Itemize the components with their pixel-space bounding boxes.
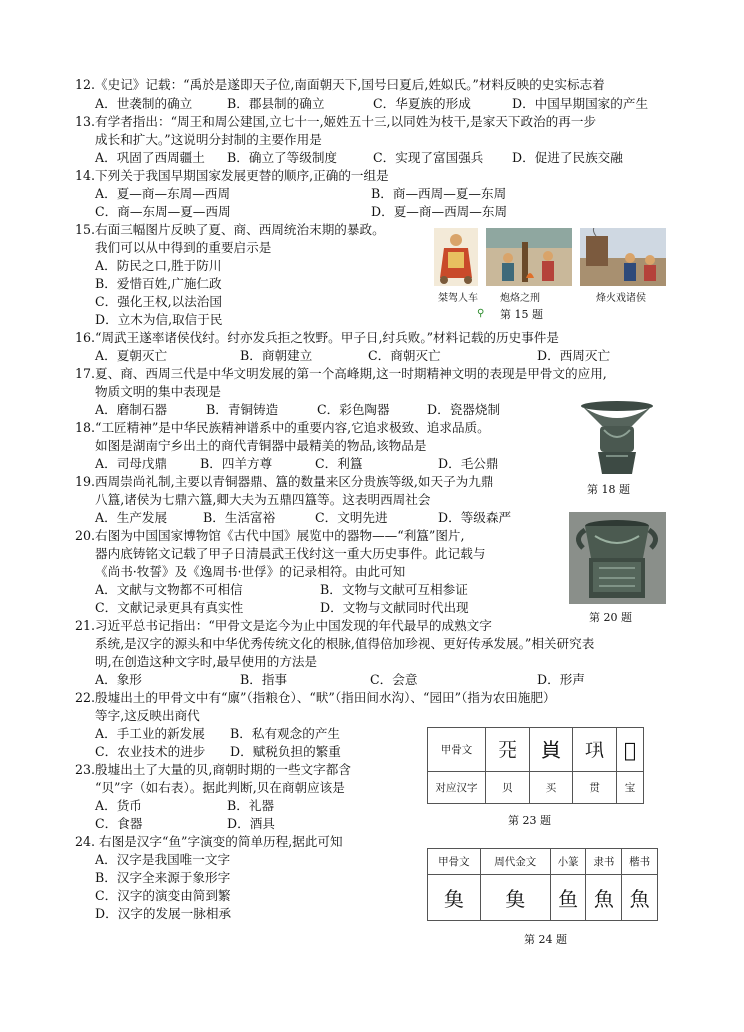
q15-option-c[interactable]: C．强化王权,以法治国 — [95, 294, 222, 309]
q14-option-b[interactable]: B．商—西周—夏—东周 — [371, 186, 507, 201]
q13-option-a[interactable]: A．巩固了西周疆土 — [95, 150, 205, 165]
q16-stem: 16.“周武王遂率诸侯伐纣。纣亦发兵拒之牧野。甲子日,纣兵败。”材料记载的历史事件是 — [75, 330, 559, 345]
q12-option-c[interactable]: C．华夏族的形成 — [373, 96, 471, 111]
q18-option-a[interactable]: A．司母戊鼎 — [95, 456, 168, 471]
q24-form-clerical: 魚 — [586, 875, 622, 921]
q23-char-3: 贯 — [573, 772, 617, 804]
q20-ligui-image — [569, 512, 666, 604]
q16-option-a[interactable]: A．夏朝灭亡 — [95, 348, 168, 363]
q23-oracle-3: 𢀜 — [573, 728, 617, 772]
q21-stem-line3: 明,在创造这种文字时,最早使用的方法是 — [95, 654, 318, 669]
q19-option-a[interactable]: A．生产发展 — [95, 510, 168, 525]
q17-option-c[interactable]: C．彩色陶器 — [317, 402, 390, 417]
q16-option-c[interactable]: C．商朝灭亡 — [368, 348, 441, 363]
q24-form-regular: 魚 — [622, 875, 658, 921]
q17-option-d[interactable]: D．瓷器烧制 — [427, 402, 501, 417]
q21-stem-line1: 21.习近平总书记指出：“甲骨文是迄今为止中国发现的年代最早的成熟文字 — [75, 618, 492, 633]
q23-option-b[interactable]: B．礼器 — [227, 798, 275, 813]
q15-image-label-3: 烽火戏诸侯 — [596, 293, 646, 304]
q23-table-header-modern: 对应汉字 — [428, 772, 486, 804]
q13-stem-line1: 13.有学者指出：“周王和周公建国,立七十一,姬姓五十三,以同姓为枝干,是家天下政治的再一步 — [75, 114, 597, 129]
q22-stem-line1: 22.殷墟出土的甲骨文中有“廪”（指粮仓）、“畎”（指田间水沟）、“园田”（指为农田施肥） — [75, 690, 556, 705]
q24-stem: 24. 右图是汉字“鱼”字演变的简单历程,据此可知 — [75, 834, 343, 849]
q15-image-paoluo — [486, 228, 572, 286]
q14-option-c[interactable]: C．商—东周—夏—西周 — [95, 204, 231, 219]
q24-header-regular: 楷书 — [622, 849, 658, 875]
q18-stem-line2: 如图是湖南宁乡出土的商代青铜器中最精美的物品,该物品是 — [95, 438, 427, 453]
q20-caption: 第 20 题 — [589, 611, 632, 624]
q16-option-d[interactable]: D．西周灭亡 — [537, 348, 611, 363]
q20-option-a[interactable]: A．文献与文物都不可相信 — [95, 582, 243, 597]
q19-stem-line1: 19.西周崇尚礼制,主要以青铜器鼎、簋的数量来区分贵族等级,如天子为九鼎 — [75, 474, 494, 489]
q17-stem-line2: 物质文明的集中表现是 — [95, 384, 221, 399]
q15-option-b[interactable]: B．爱惜百姓,广施仁政 — [95, 276, 222, 291]
q23-caption: 第 23 题 — [508, 814, 551, 827]
q19-option-c[interactable]: C．文明先进 — [315, 510, 388, 525]
q23-stem-line2: “贝”字（如右表）。据此判断,贝在商朝应该是 — [95, 780, 345, 795]
q23-option-a[interactable]: A．货币 — [95, 798, 142, 813]
q23-char-1: 贝 — [486, 772, 530, 804]
q24-header-bronze: 周代金文 — [480, 849, 550, 875]
q24-header-oracle: 甲骨文 — [428, 849, 481, 875]
pin-icon: ⚲ — [477, 308, 485, 319]
q18-caption: 第 18 题 — [587, 483, 630, 496]
q12-option-a[interactable]: A．世袭制的确立 — [95, 96, 193, 111]
q13-option-b[interactable]: B．确立了等级制度 — [227, 150, 338, 165]
q23-oracle-table — [427, 727, 644, 804]
q24-yu-evolution-table — [427, 848, 658, 921]
q24-form-oracle: 𩵋 — [428, 875, 481, 921]
q23-oracle-4: 𡧝 — [616, 728, 643, 772]
q23-char-2: 买 — [529, 772, 573, 804]
q23-option-c[interactable]: C．食器 — [95, 816, 143, 831]
q13-option-c[interactable]: C．实现了富国强兵 — [373, 150, 484, 165]
q19-stem-line2: 八簋,诸侯为七鼎六簋,卿大夫为五鼎四簋等。这表明西周社会 — [95, 492, 431, 507]
q15-stem-line1: 15.右面三幅图片反映了夏、商、西周统治末期的暴政。 — [75, 222, 385, 237]
q16-option-b[interactable]: B．商朝建立 — [240, 348, 313, 363]
q22-option-b[interactable]: B．私有观念的产生 — [230, 726, 341, 741]
q23-oracle-1: 𠀘 — [486, 728, 530, 772]
q22-option-a[interactable]: A．手工业的新发展 — [95, 726, 205, 741]
q17-stem-line1: 17.夏、商、西周三代是中华文明发展的第一个高峰期,这一时期精神文明的表现是甲骨文的应用, — [75, 366, 607, 381]
q24-option-b[interactable]: B．汉字全来源于象形字 — [95, 870, 231, 885]
q20-option-b[interactable]: B．文物与文献可互相参证 — [320, 582, 468, 597]
q21-option-a[interactable]: A．象形 — [95, 672, 142, 687]
q14-stem: 14.下列关于我国早期国家发展更替的顺序,正确的一组是 — [75, 168, 389, 183]
q21-stem-line2: 系统,是汉字的源头和中华优秀传统文化的根脉,值得倍加珍视、更好传承发展。”相关研究表 — [95, 636, 595, 651]
q12-option-d[interactable]: D．中国早期国家的产生 — [512, 96, 649, 111]
q15-caption: 第 15 题 — [500, 308, 543, 321]
q15-option-a[interactable]: A．防民之口,胜于防川 — [95, 258, 222, 273]
q24-header-clerical: 隶书 — [586, 849, 622, 875]
q15-image-jie — [434, 228, 478, 286]
q22-option-d[interactable]: D．赋税负担的繁重 — [230, 744, 341, 759]
q22-stem-line2: 等字,这反映出商代 — [95, 708, 200, 723]
q23-char-4: 宝 — [616, 772, 643, 804]
q15-stem-line2: 我们可以从中得到的重要启示是 — [95, 240, 272, 255]
q24-form-bronze: 𩵋 — [480, 875, 550, 921]
q23-oracle-2: 𧴪 — [529, 728, 573, 772]
q18-option-c[interactable]: C．利簋 — [315, 456, 363, 471]
q24-option-a[interactable]: A．汉字是我国唯一文字 — [95, 852, 231, 867]
q18-option-b[interactable]: B．四羊方尊 — [200, 456, 273, 471]
q15-image-label-1: 桀驾人车 — [438, 293, 478, 304]
q23-stem-line1: 23.殷墟出土了大量的贝,商朝时期的一些文字都含 — [75, 762, 351, 777]
q18-option-d[interactable]: D．毛公鼎 — [438, 456, 499, 471]
q15-option-d[interactable]: D．立木为信,取信于民 — [95, 312, 223, 327]
q13-stem-line2: 成长和扩大。”这说明分封制的主要作用是 — [95, 132, 322, 147]
q17-option-b[interactable]: B．青铜铸造 — [206, 402, 279, 417]
q23-option-d[interactable]: D．酒具 — [227, 816, 275, 831]
q24-header-small-seal: 小篆 — [550, 849, 586, 875]
q13-option-d[interactable]: D．促进了民族交融 — [512, 150, 623, 165]
q24-caption: 第 24 题 — [524, 933, 567, 946]
q14-option-d[interactable]: D．夏—商—西周—东周 — [371, 204, 508, 219]
q21-option-d[interactable]: D．形声 — [537, 672, 585, 687]
q21-option-c[interactable]: C．会意 — [370, 672, 418, 687]
q21-option-b[interactable]: B．指事 — [240, 672, 288, 687]
q24-form-small-seal: 鱼 — [550, 875, 586, 921]
q12-stem: 12.《史记》记载：“禹於是遂即天子位,南面朝天下,国号曰夏后,姓姒氏。”材料反映的史实标志着 — [75, 77, 605, 92]
q23-table-header-oracle: 甲骨文 — [428, 728, 486, 772]
q15-image-label-2: 炮烙之刑 — [500, 293, 540, 304]
q17-option-a[interactable]: A．磨制石器 — [95, 402, 168, 417]
q18-stem-line1: 18.“工匠精神”是中华民族精神谱系中的重要内容,它追求极致、追求品质。 — [75, 420, 490, 435]
q20-option-d[interactable]: D．文物与文献同时代出现 — [320, 600, 469, 615]
q18-bronze-zun-image — [576, 400, 658, 476]
q19-option-d[interactable]: D．等级森严 — [438, 510, 512, 525]
q20-option-c[interactable]: C．文献记录更具有真实性 — [95, 600, 244, 615]
q24-option-d[interactable]: D．汉字的发展一脉相承 — [95, 906, 232, 921]
q19-option-b[interactable]: B．生活富裕 — [203, 510, 276, 525]
q24-option-c[interactable]: C．汉字的演变由简到繁 — [95, 888, 231, 903]
q22-option-c[interactable]: C．农业技术的进步 — [95, 744, 206, 759]
q12-option-b[interactable]: B．郡县制的确立 — [227, 96, 325, 111]
q20-stem-line2: 器内底铸铭文记载了甲子日清晨武王伐纣这一重大历史事件。此记载与 — [95, 546, 486, 561]
q14-option-a[interactable]: A．夏—商—东周—西周 — [95, 186, 231, 201]
q15-image-fenghuo — [580, 228, 666, 286]
q20-stem-line3: 《尚书·牧誓》及《逸周书·世俘》的记录相符。由此可知 — [95, 564, 406, 579]
q20-stem-line1: 20.右图为中国国家博物馆《古代中国》展览中的器物——“利簋”图片, — [75, 528, 465, 543]
